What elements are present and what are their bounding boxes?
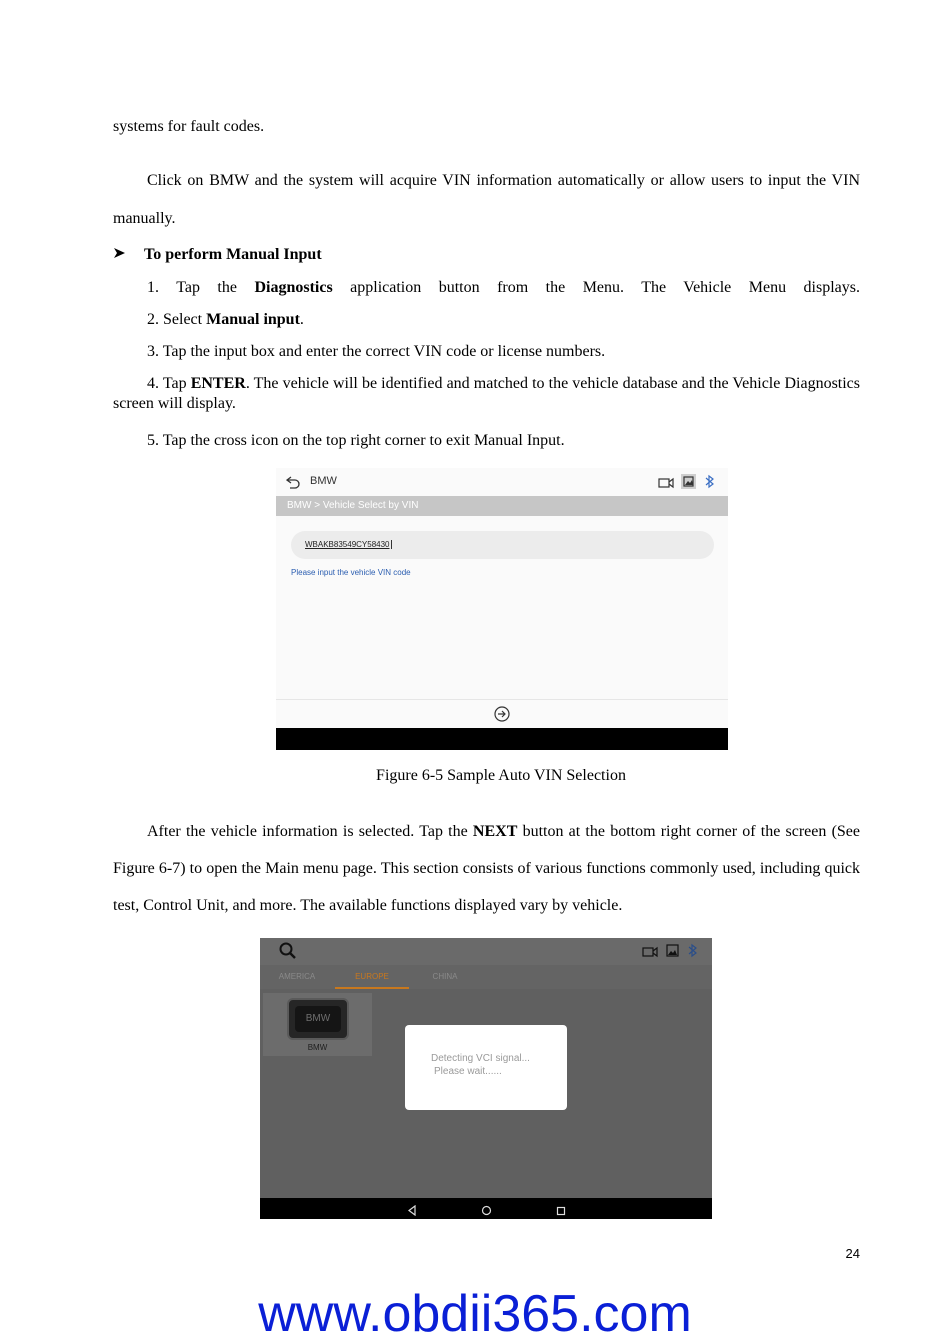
tab-europe[interactable]: EUROPE bbox=[335, 965, 409, 989]
search-icon[interactable] bbox=[279, 942, 297, 965]
video-icon[interactable] bbox=[642, 945, 658, 963]
header-title: BMW bbox=[310, 475, 337, 487]
watermark: www.obdii365.com bbox=[258, 1285, 692, 1343]
image-icon[interactable] bbox=[666, 944, 679, 962]
bluetooth-icon[interactable] bbox=[704, 474, 716, 494]
vehicle-name: BMW bbox=[307, 1043, 328, 1052]
tab-america[interactable]: AMERICA bbox=[278, 972, 316, 981]
step-2: 2. Select Manual input. bbox=[147, 311, 304, 328]
tab-china[interactable]: CHINA bbox=[432, 972, 458, 981]
figure-caption: Figure 6-5 Sample Auto VIN Selection bbox=[376, 767, 626, 784]
bmw-logo: BMW bbox=[287, 998, 349, 1040]
back-icon[interactable] bbox=[286, 475, 300, 494]
step-4: 4. Tap ENTER. The vehicle will be identified and matched to the vehicle database and the Vehicle Diagnostics screen will display. bbox=[113, 375, 861, 412]
image-icon[interactable] bbox=[681, 474, 696, 489]
region-tabs bbox=[260, 965, 712, 989]
step-1: 1. Tap the Diagnostics application button from the Menu. The Vehicle Menu displays. bbox=[147, 279, 860, 296]
paragraph-next: After the vehicle information is selected. Tap the NEXT button at the bottom right corner of the screen (See Figure 6-7) to open the Main menu page. This section consists of various functions commonly used, including quick test, Control Unit, and more. The available functions displayed vary by vehicle. bbox=[113, 823, 861, 914]
bluetooth-icon[interactable] bbox=[687, 943, 699, 963]
dialog-line-1: Detecting VCI signal... bbox=[431, 1053, 530, 1064]
app-header bbox=[276, 468, 728, 496]
paragraph-bmw: Click on BMW and the system will acquire VIN information automatically or allow users to input the VIN manually. bbox=[113, 172, 860, 227]
recents-nav-icon[interactable] bbox=[556, 1203, 566, 1219]
page-number: 24 bbox=[845, 1246, 860, 1261]
step-5: 5. Tap the cross icon on the top right corner to exit Manual Input. bbox=[147, 432, 565, 449]
vehicle-card-bmw[interactable] bbox=[263, 993, 372, 1056]
system-nav-bar bbox=[260, 1198, 712, 1219]
screenshot-vin-input bbox=[276, 468, 728, 750]
screenshot-vehicle-select bbox=[260, 938, 712, 1219]
next-arrow-icon[interactable] bbox=[494, 706, 510, 727]
dialog-line-2: Please wait...... bbox=[434, 1066, 502, 1077]
paragraph-fault-codes: systems for fault codes. bbox=[113, 118, 265, 135]
home-nav-icon[interactable] bbox=[481, 1203, 492, 1219]
video-icon[interactable] bbox=[658, 476, 674, 494]
arrow-bullet-icon bbox=[113, 245, 144, 265]
step-3: 3. Tap the input box and enter the correct VIN code or license numbers. bbox=[147, 343, 606, 360]
bottom-bar bbox=[276, 699, 728, 729]
section-heading: To perform Manual Input bbox=[113, 245, 322, 265]
vin-input[interactable]: WBAKB83549CY58430 bbox=[291, 531, 714, 559]
breadcrumb: BMW > Vehicle Select by VIN bbox=[276, 496, 728, 516]
vin-hint: Please input the vehicle VIN code bbox=[291, 568, 411, 577]
app-header bbox=[260, 938, 712, 965]
system-nav-bar bbox=[276, 728, 728, 750]
back-nav-icon[interactable] bbox=[407, 1203, 417, 1219]
vci-dialog bbox=[405, 1025, 567, 1110]
